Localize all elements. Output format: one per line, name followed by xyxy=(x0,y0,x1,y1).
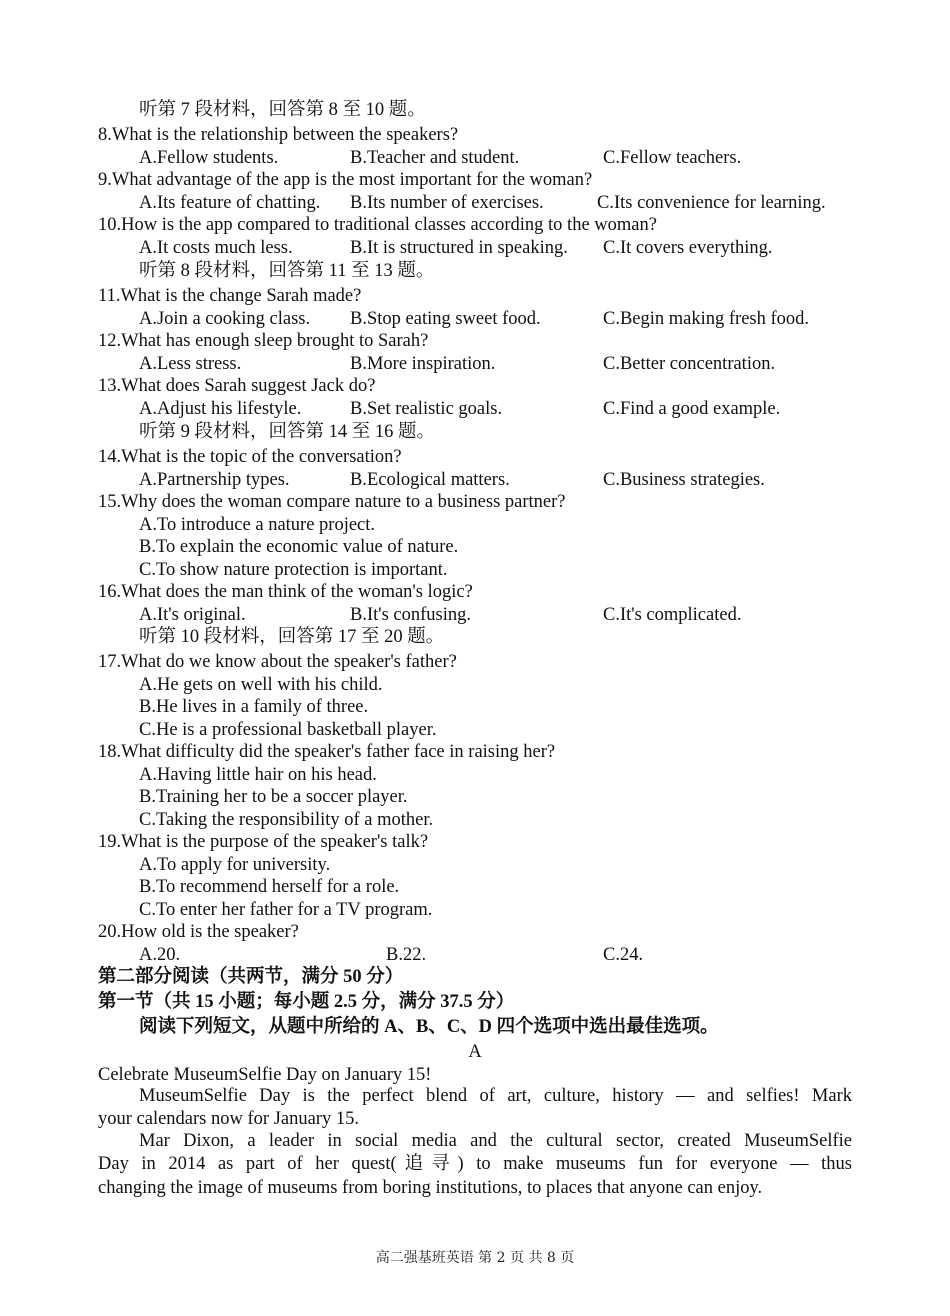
section-instruction: 听第 8 段材料，回答第 11 至 13 题。 xyxy=(139,261,435,281)
option-12b: B.More inspiration. xyxy=(350,354,496,374)
option-18b: B.Training her to be a soccer player. xyxy=(139,787,408,807)
option-9c: C.Its convenience for learning. xyxy=(597,193,826,213)
option-20c: C.24. xyxy=(603,945,644,965)
question-20: 20.How old is the speaker? xyxy=(98,922,299,942)
option-17c: C.He is a professional basketball player. xyxy=(139,720,437,740)
section-instruction: 听第 10 段材料，回答第 17 至 20 题。 xyxy=(139,627,445,647)
option-17b: B.He lives in a family of three. xyxy=(139,697,369,717)
option-11b: B.Stop eating sweet food. xyxy=(350,309,541,329)
option-8b: B.Teacher and student. xyxy=(350,148,520,168)
section-heading: 第一节（共 15 小题；每小题 2.5 分，满分 37.5 分） xyxy=(98,992,515,1012)
question-11: 11.What is the change Sarah made? xyxy=(98,286,362,306)
option-18a: A.Having little hair on his head. xyxy=(139,765,377,785)
option-8a: A.Fellow students. xyxy=(139,148,279,168)
question-18: 18.What difficulty did the speaker's father face in raising her? xyxy=(98,742,556,762)
section-instruction: 听第 9 段材料，回答第 14 至 16 题。 xyxy=(139,422,436,442)
reading-instruction: 阅读下列短文，从题中所给的 A、B、C、D 四个选项中选出最佳选项。 xyxy=(139,1017,719,1037)
option-15b: B.To explain the economic value of nature. xyxy=(139,537,459,557)
option-18c: C.Taking the responsibility of a mother. xyxy=(139,810,434,830)
page-footer: 高二强基班英语 第 2 页 共 8 页 xyxy=(375,1250,575,1266)
passage-para-1-line-1: MuseumSelfie Day is the perfect blend of art, culture, history — and selfies! Mark xyxy=(139,1086,852,1106)
question-10: 10.How is the app compared to traditional classes according to the woman? xyxy=(98,215,657,235)
question-12: 12.What has enough sleep brought to Sarah? xyxy=(98,331,429,351)
option-11a: A.Join a cooking class. xyxy=(139,309,311,329)
option-20b: B.22. xyxy=(386,945,427,965)
passage-para-2-line-1: Mar Dixon, a leader in social media and the cultural sector, created MuseumSelfie xyxy=(139,1131,852,1151)
option-12a: A.Less stress. xyxy=(139,354,242,374)
question-9: 9.What advantage of the app is the most important for the woman? xyxy=(98,170,593,190)
option-14c: C.Business strategies. xyxy=(603,470,765,490)
passage-title: Celebrate MuseumSelfie Day on January 15! xyxy=(98,1065,432,1085)
option-9a: A.Its feature of chatting. xyxy=(139,193,321,213)
question-19: 19.What is the purpose of the speaker's talk? xyxy=(98,832,429,852)
option-11c: C.Begin making fresh food. xyxy=(603,309,810,329)
option-13c: C.Find a good example. xyxy=(603,399,781,419)
question-13: 13.What does Sarah suggest Jack do? xyxy=(98,376,376,396)
option-10b: B.It is structured in speaking. xyxy=(350,238,568,258)
option-10c: C.It covers everything. xyxy=(603,238,773,258)
passage-para-2-line-3: changing the image of museums from boring institutions, to places that anyone can enjoy. xyxy=(98,1178,763,1198)
option-17a: A.He gets on well with his child. xyxy=(139,675,383,695)
option-12c: C.Better concentration. xyxy=(603,354,776,374)
option-19c: C.To enter her father for a TV program. xyxy=(139,900,433,920)
option-15c: C.To show nature protection is important. xyxy=(139,560,448,580)
question-8: 8.What is the relationship between the speakers? xyxy=(98,125,459,145)
section-instruction: 听第 7 段材料，回答第 8 至 10 题。 xyxy=(139,100,426,120)
passage-para-1-line-2: your calendars now for January 15. xyxy=(98,1109,359,1129)
question-16: 16.What does the man think of the woman's logic? xyxy=(98,582,473,602)
option-16a: A.It's original. xyxy=(139,605,246,625)
option-13a: A.Adjust his lifestyle. xyxy=(139,399,302,419)
option-13b: B.Set realistic goals. xyxy=(350,399,503,419)
question-15: 15.Why does the woman compare nature to a business partner? xyxy=(98,492,566,512)
option-16c: C.It's complicated. xyxy=(603,605,742,625)
option-14a: A.Partnership types. xyxy=(139,470,290,490)
option-19b: B.To recommend herself for a role. xyxy=(139,877,400,897)
question-17: 17.What do we know about the speaker's father? xyxy=(98,652,457,672)
part-heading: 第二部分阅读（共两节，满分 50 分） xyxy=(98,967,404,987)
option-20a: A.20. xyxy=(139,945,181,965)
option-9b: B.Its number of exercises. xyxy=(350,193,544,213)
option-19a: A.To apply for university. xyxy=(139,855,331,875)
option-14b: B.Ecological matters. xyxy=(350,470,510,490)
question-14: 14.What is the topic of the conversation? xyxy=(98,447,402,467)
passage-para-2-line-2: Day in 2014 as part of her quest(追寻) to make museums fun for everyone — thus xyxy=(98,1154,852,1174)
option-10a: A.It costs much less. xyxy=(139,238,293,258)
option-15a: A.To introduce a nature project. xyxy=(139,515,376,535)
option-8c: C.Fellow teachers. xyxy=(603,148,742,168)
passage-label: A xyxy=(468,1042,482,1062)
option-16b: B.It's confusing. xyxy=(350,605,472,625)
